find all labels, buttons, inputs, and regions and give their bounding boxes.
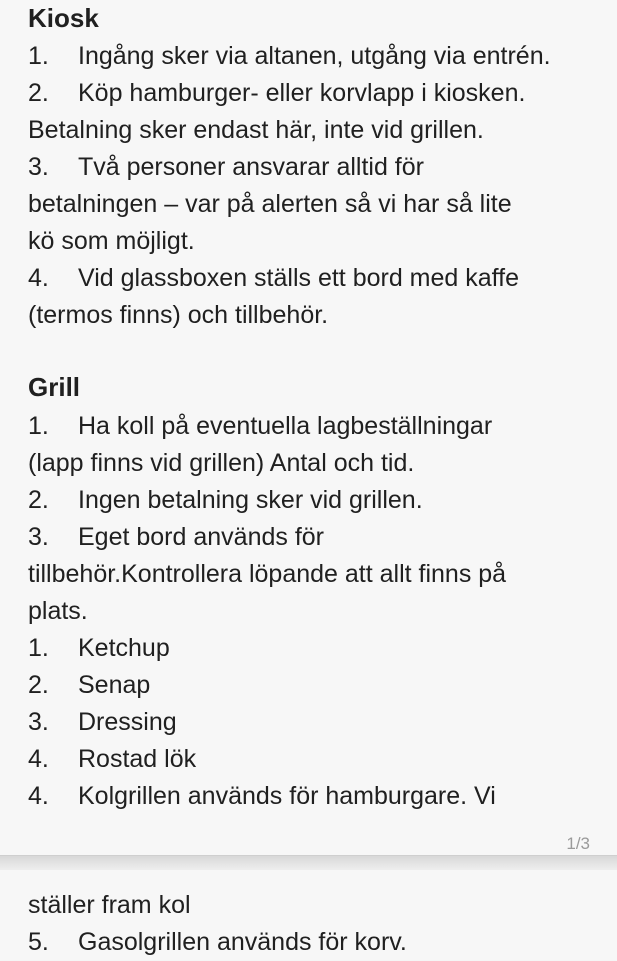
document-page-2 [0, 870, 617, 960]
grill-subitem-rostad-lok [28, 741, 196, 778]
kiosk-item-1 [28, 38, 551, 75]
grill-item-3-continuation: plats. [28, 597, 88, 625]
list-number: 3. [28, 708, 49, 736]
list-item-text: Dressing [78, 708, 177, 736]
list-number: 3. [28, 523, 49, 551]
list-item-text: Ketchup [78, 634, 170, 662]
list-item-text: Två personer ansvarar alltid för [78, 153, 424, 181]
kiosk-item-3-continuation: betalningen – var på alerten så vi har så lite [28, 190, 512, 218]
list-item-text: Köp hamburger- eller korvlapp i kiosken. [78, 79, 526, 107]
list-item-text: Vid glassboxen ställs ett bord med kaffe [78, 264, 520, 292]
grill-item-4 [28, 778, 496, 815]
list-item-text: Ingång sker via altanen, utgång via entrén. [78, 42, 551, 70]
list-number: 4. [28, 782, 49, 810]
kiosk-item-2 [28, 75, 525, 112]
list-number: 1. [28, 412, 49, 440]
list-item-text: Ingen betalning sker vid grillen. [78, 486, 423, 514]
grill-item-1-continuation: (lapp finns vid grillen) Antal och tid. [28, 449, 415, 477]
grill-subitem-ketchup [28, 630, 170, 667]
list-item-text: Eget bord används för [78, 523, 324, 551]
kiosk-item-4-continuation: (termos finns) och tillbehör. [28, 301, 329, 329]
list-item-text: Rostad lök [78, 745, 197, 773]
list-number: 2. [28, 486, 49, 514]
list-number: 1. [28, 42, 49, 70]
section-heading-grill: Grill [28, 372, 81, 402]
grill-item-5 [28, 924, 407, 961]
page-number: 1/3 [566, 834, 590, 853]
list-number: 1. [28, 634, 49, 662]
grill-item-1 [28, 408, 492, 445]
kiosk-item-2-continuation: Betalning sker endast här, inte vid grillen. [28, 116, 484, 144]
list-number: 2. [28, 671, 49, 699]
list-number: 4. [28, 264, 49, 292]
list-number: 5. [28, 928, 49, 956]
list-number: 2. [28, 79, 49, 107]
list-item-text: Ha koll på eventuella lagbeställningar [78, 412, 493, 440]
grill-item-3-continuation: tillbehör.Kontrollera löpande att allt finns på [28, 560, 507, 588]
kiosk-item-4 [28, 260, 519, 297]
section-heading-kiosk: Kiosk [28, 3, 99, 33]
grill-item-4-continuation: ställer fram kol [28, 891, 191, 919]
list-number: 3. [28, 153, 49, 181]
page-divider [0, 855, 617, 870]
list-item-text: Gasolgrillen används för korv. [78, 928, 407, 956]
grill-item-2 [28, 482, 423, 519]
kiosk-item-3-continuation: kö som möjligt. [28, 227, 195, 255]
list-item-text: Senap [78, 671, 151, 699]
grill-subitem-dressing [28, 704, 177, 741]
kiosk-item-3 [28, 149, 424, 186]
list-item-text: Kolgrillen används för hamburgare. Vi [78, 782, 496, 810]
list-number: 4. [28, 745, 49, 773]
grill-subitem-senap [28, 667, 150, 704]
grill-item-3 [28, 519, 324, 556]
